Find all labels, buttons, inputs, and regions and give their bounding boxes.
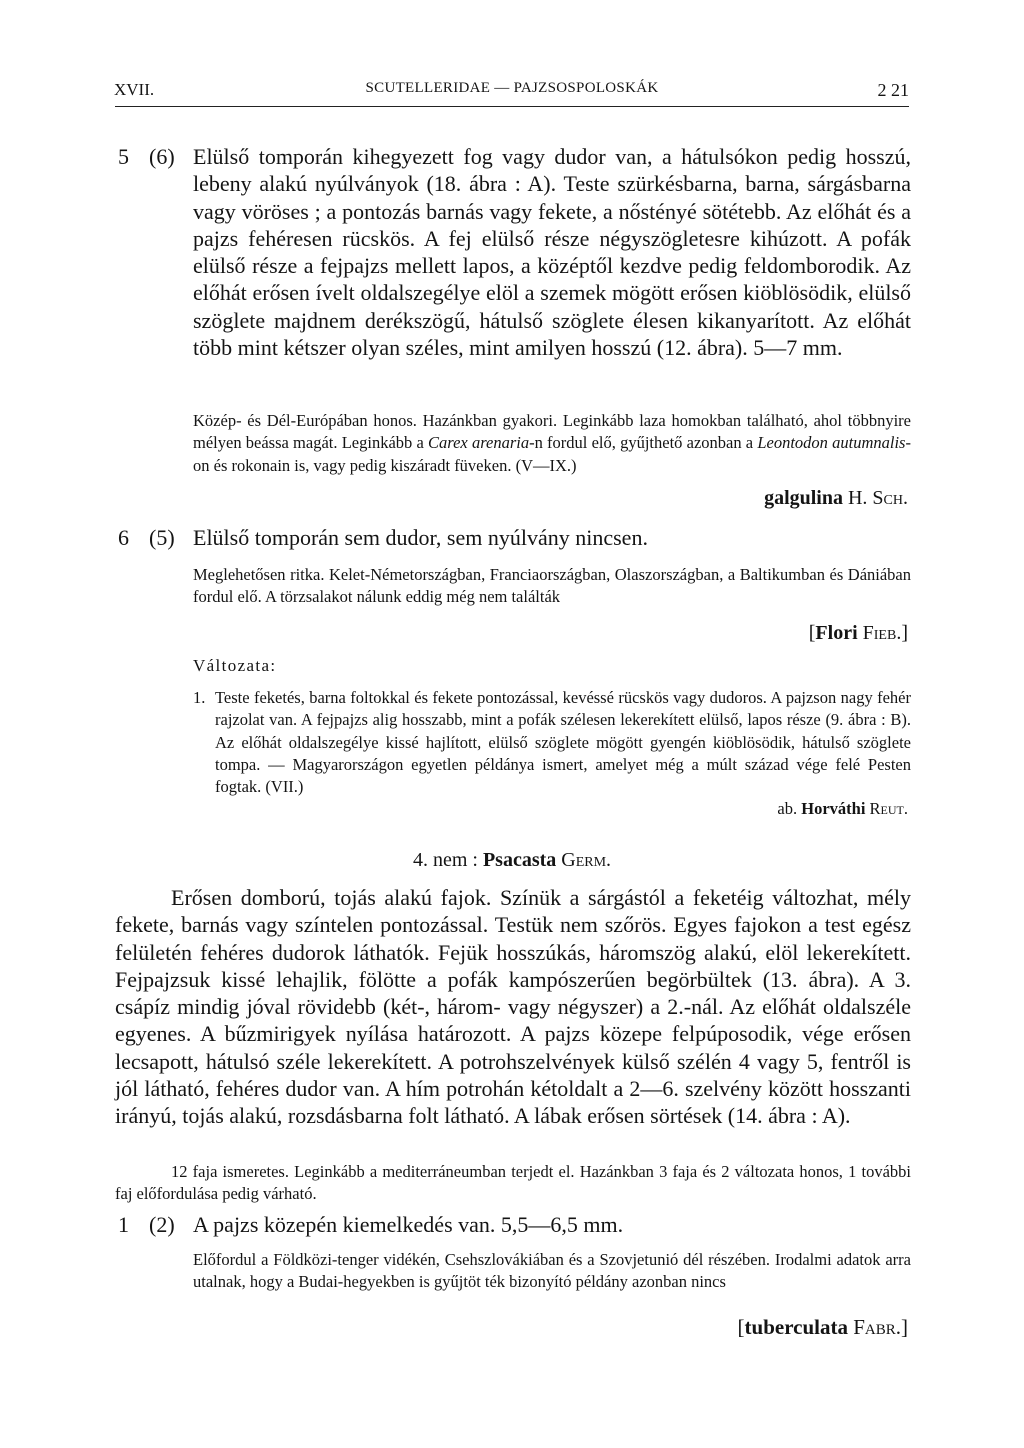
key-6-description: Elülső tomporán sem dudor, sem nyúlvány nincsen. (193, 525, 648, 550)
variety-description: Teste feketés, barna foltokkal és fekete pontozással, kevéssé rücskös vagy dudoros. A pajzson nagy fehér rajzolat van. A fejpajzs alig hosszabb, mint a pofák szélesen lekerekített elülső, lapos része (9. ábra : B). Az előhát oldalszegélye kissé hajlított, elülső szöglete mögött gyengén kiöblösödik, hátulső szöglete tompa. — Magyarországon egyetlen példánya ismert, amelyet még a múlt század vége felé Pesten fogtak. (VII.) (215, 688, 911, 797)
key-number-6: 6 (118, 525, 129, 550)
species-name-flori: [Flori Fieb.] (808, 622, 908, 644)
key-number-5: 5 (118, 144, 129, 169)
key-1-distribution-note: Előfordul a Földközi-tenger vidékén, Csehszlovákiában és a Szovjetunió dél részében. Irodalmi adatok arra utalnak, hogy a Budai-hegyekben is gyűjtöt ték bizonyító példány azonban nincs (193, 1250, 911, 1292)
variety-number: 1. (193, 688, 206, 707)
key-number-1: 1 (118, 1212, 129, 1237)
species-name-galgulina: galgulina H. Sch. (764, 487, 908, 509)
variety-heading: Változata: (193, 656, 277, 675)
page-section-number: XVII. (114, 80, 155, 99)
genus-heading: 4. nem : Psacasta Germ. (412, 849, 612, 871)
header-rule (115, 106, 909, 107)
key-ref-6: (6) (149, 144, 175, 169)
running-title: SCUTELLERIDAE — PAJZSOSPOLOSKÁK (365, 80, 659, 96)
page-number: 2 21 (877, 80, 909, 100)
key-ref-5: (5) (149, 525, 175, 550)
key-ref-2: (2) (149, 1212, 175, 1237)
key-5-description: Elülső tomporán kihegyezett fog vagy dudor van, a hátulsókon pedig hosszú, lebeny alakú nyúlványok (18. ábra : A). Teste szürkésbarna, barna, sárgásbarna vagy vöröses ; a pontozás barnás vagy fekete, a nőstényé sötétebb. Az előhát és a pajzs fehéresen rücskös. A fej elülső része négyszögletesre kihúzott. A pofák elülső része a fejpajzs mellett lapos, a középtől kezdve pedig feldomborodik. Az előhát erősen ívelt oldalszegélye elöl a szemek mögött erősen kiöblösödik, elülső szöglete majdnem derékszögű, hátulső szöglete élesen kikanyarított. Az előhát több mint kétszer olyan széles, mint amilyen hosszú (12. ábra). 5—7 mm. (193, 144, 911, 361)
genus-description: Erősen domború, tojás alakú fajok. Színük a sárgástól a feketéig változhat, mély fekete, barnás vagy színtelen pontozással. Testük nem szőrös. Egyes fajokon a test egész felületén fehéres dudorok láthatók. Fejük hosszúkás, háromszög alakú, elöl lekerekített. Fejpajzsuk kissé lehajlik, fölötte a pofák kampószerűen begörbültek (13. ábra). A 3. csápíz mindig jóval rövidebb (két-, három- vagy négyszer) a 2.-nál. Az előhát oldalszéle egyenes. A bűzmirigyek nyílása határozott. A pajzs közepe felpúposodik, vége erősen lecsapott, hátulsó széle lekerekített. A potrohszelvények külső szélén 4 vagy 5, fentről is jól látható, fehéres dudor van. A hím potrohán kétoldalt a 2—6. szelvény között hosszanti irányú, tojás alakú, rozsdásbarna folt látható. A lábak erősen sörtések (14. ábra : A). (115, 885, 911, 1129)
variety-name-horvathi: ab. Horváthi Reut. (777, 799, 908, 818)
genus-note: 12 faja ismeretes. Leginkább a mediterráneumban terjedt el. Hazánkban 3 faja és 2 változata honos, 1 további faj előfordulása pedig várható. (115, 1162, 911, 1204)
species-name-tuberculata: [tuberculata Fabr.] (737, 1315, 908, 1339)
key-5-distribution-note: Közép- és Dél-Európában honos. Hazánkban gyakori. Leginkább laza homokban található, ahol többnyire mélyen beássa magát. Leginkább a Carex arenaria-n fordul elő, gyűjthető azonban a Leontodon autumnalis-on és rokonain is, vagy pedig kiszáradt füveken. (V—IX.) (193, 411, 911, 475)
key-6-distribution-note: Meglehetősen ritka. Kelet-Németországban, Franciaországban, Olaszországban, a Baltikumban és Dániában fordul elő. A törzsalakot nálunk eddig még nem találták (193, 565, 911, 607)
key-1-description: A pajzs közepén kiemelkedés van. 5,5—6,5 mm. (193, 1212, 624, 1237)
